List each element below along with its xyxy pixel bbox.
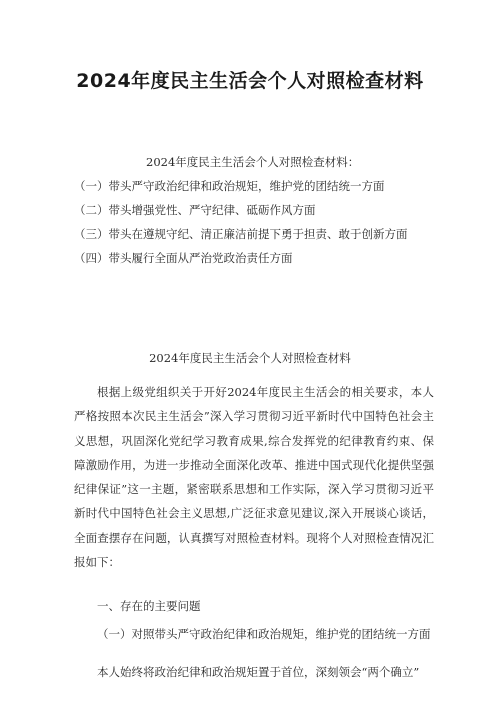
toc-item-2: （二）带头增强党性、严守纪律、砥砺作风方面: [74, 203, 316, 217]
heading-subsection-1: （一）对照带头严守政治纪律和政治规矩，维护党的团结统一方面: [97, 627, 431, 641]
heading-main-problems: 一、存在的主要问题: [97, 599, 201, 613]
toc-item-4: （四）带头履行全面从严治党政治责任方面: [74, 251, 293, 265]
intro-paragraph: 根据上级党组织关于开好2024年度民主生活会的相关要求，本人严格按照本次民主生活会”深入学习贯彻习近平新时代中国特色社会主义思想，巩固深化党纪学习教育成果,综合发挥党的纪律教育约束、保障激励作用，为进一步推动全面深化改革、推进中国式现代化提供坚强纪律保证”这一主题，紧密联系思想和工作实际，深入学习贯彻习近平新时代中国特色社会主义思想,广泛征求意见建议,深入开展谈心谈话，全面查摆存在问题，认真撰写对照检查材料。现将个人对照检查情况汇报如下：: [74, 385, 434, 570]
toc-item-1: （一）带头严守政治纪律和政治规矩，维护党的团结统一方面: [74, 179, 385, 193]
document-title: 2024年度民主生活会个人对照检查材料: [76, 70, 424, 92]
section-title: 2024年度民主生活会个人对照检查材料: [149, 351, 351, 365]
table-of-contents: [74, 150, 434, 270]
toc-item-3: （三）带头在遵规守纪、清正廉洁前提下勇于担责、敢于创新方面: [74, 227, 408, 241]
paragraph-start: 本人始终将政治纪律和政治规矩置于首位，深刻领会“两个确立”: [97, 665, 420, 679]
toc-heading: 2024年度民主生活会个人对照检查材料：: [146, 155, 360, 169]
